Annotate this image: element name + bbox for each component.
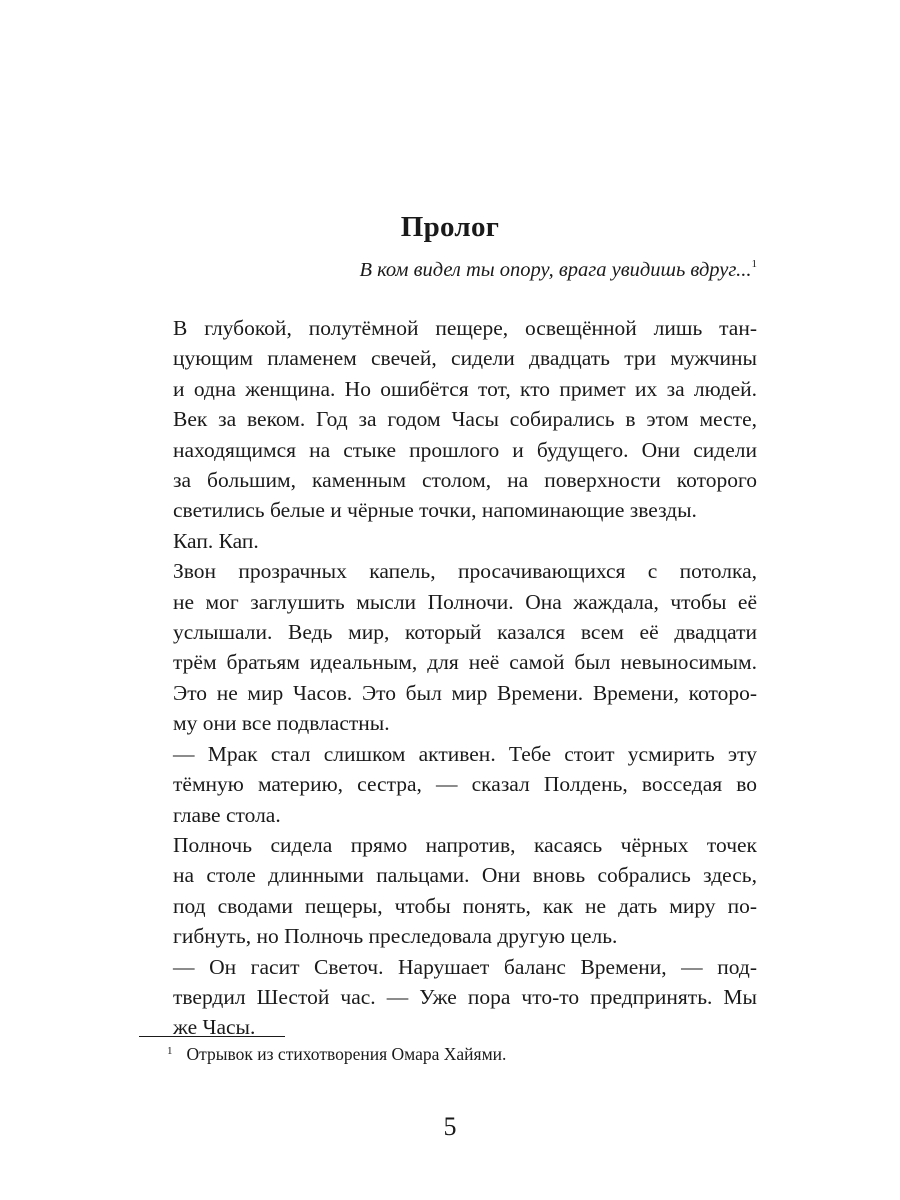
footnote-divider bbox=[139, 1036, 285, 1037]
text-line: Звон прозрачных капель, просачивающихся с потолка, bbox=[173, 559, 757, 584]
text-line: главе стола. bbox=[173, 802, 281, 827]
paragraph bbox=[139, 313, 757, 526]
text-line: — Мрак стал слишком активен. Тебе стоит усмирить эту bbox=[173, 741, 757, 766]
body-text bbox=[139, 313, 757, 1043]
footnote bbox=[167, 1044, 506, 1065]
text-line: Кап. Кап. bbox=[173, 528, 259, 553]
text-line: же Часы. bbox=[173, 1015, 256, 1040]
epigraph-footnote-marker: 1 bbox=[751, 258, 757, 270]
text-line: цующим пламенем свечей, сидели двадцать три мужчины bbox=[173, 346, 757, 371]
footnote-text: Отрывок из стихотворения Омара Хайями. bbox=[186, 1044, 507, 1064]
text-line: Век за веком. Год за годом Часы собирались в этом месте, bbox=[173, 407, 757, 432]
text-line: трём братьям идеальным, для неё самой был невыносимым. bbox=[173, 650, 757, 675]
text-line: гибнуть, но Полночь преследовала другую цель. bbox=[173, 924, 618, 949]
text-line: не мог заглушить мысли Полночи. Она жаждала, чтобы её bbox=[173, 589, 757, 614]
footnote-number: 1 bbox=[167, 1045, 173, 1057]
text-line: тёмную материю, сестра, — сказал Полдень, восседая во bbox=[173, 772, 757, 797]
text-line: В глубокой, полутёмной пещере, освещённой лишь тан- bbox=[173, 316, 757, 340]
text-line: за большим, каменным столом, на поверхности которого bbox=[173, 468, 757, 493]
text-line: на столе длинными пальцами. Они вновь собрались здесь, bbox=[173, 863, 757, 888]
text-line: услышали. Ведь мир, который казался всем её двадцати bbox=[173, 620, 757, 645]
paragraph bbox=[139, 556, 757, 738]
text-line: Это не мир Часов. Это был мир Времени. Времени, которо- bbox=[173, 680, 757, 705]
chapter-title: Пролог bbox=[400, 211, 500, 244]
page-number: 5 bbox=[443, 1112, 457, 1141]
text-line: и одна женщина. Но ошибётся тот, кто примет их за людей. bbox=[173, 376, 757, 401]
paragraph bbox=[139, 830, 757, 952]
text-line: находящимся на стыке прошлого и будущего. Они сидели bbox=[173, 437, 757, 462]
paragraph bbox=[139, 952, 757, 1043]
epigraph bbox=[359, 258, 757, 282]
epigraph-text: В ком видел ты опору, врага увидишь вдруг... bbox=[359, 259, 752, 281]
text-line: под сводами пещеры, чтобы понять, как не дать миру по- bbox=[173, 893, 757, 918]
paragraph bbox=[139, 526, 757, 556]
text-line: Полночь сидела прямо напротив, касаясь чёрных точек bbox=[173, 832, 757, 857]
paragraph bbox=[139, 739, 757, 830]
text-line: — Он гасит Светоч. Нарушает баланс Времени, — под- bbox=[173, 954, 757, 979]
text-line: светились белые и чёрные точки, напоминающие звезды. bbox=[173, 498, 697, 523]
text-line: му они все подвластны. bbox=[173, 711, 390, 736]
text-line: твердил Шестой час. — Уже пора что-то предпринять. Мы bbox=[173, 984, 757, 1009]
